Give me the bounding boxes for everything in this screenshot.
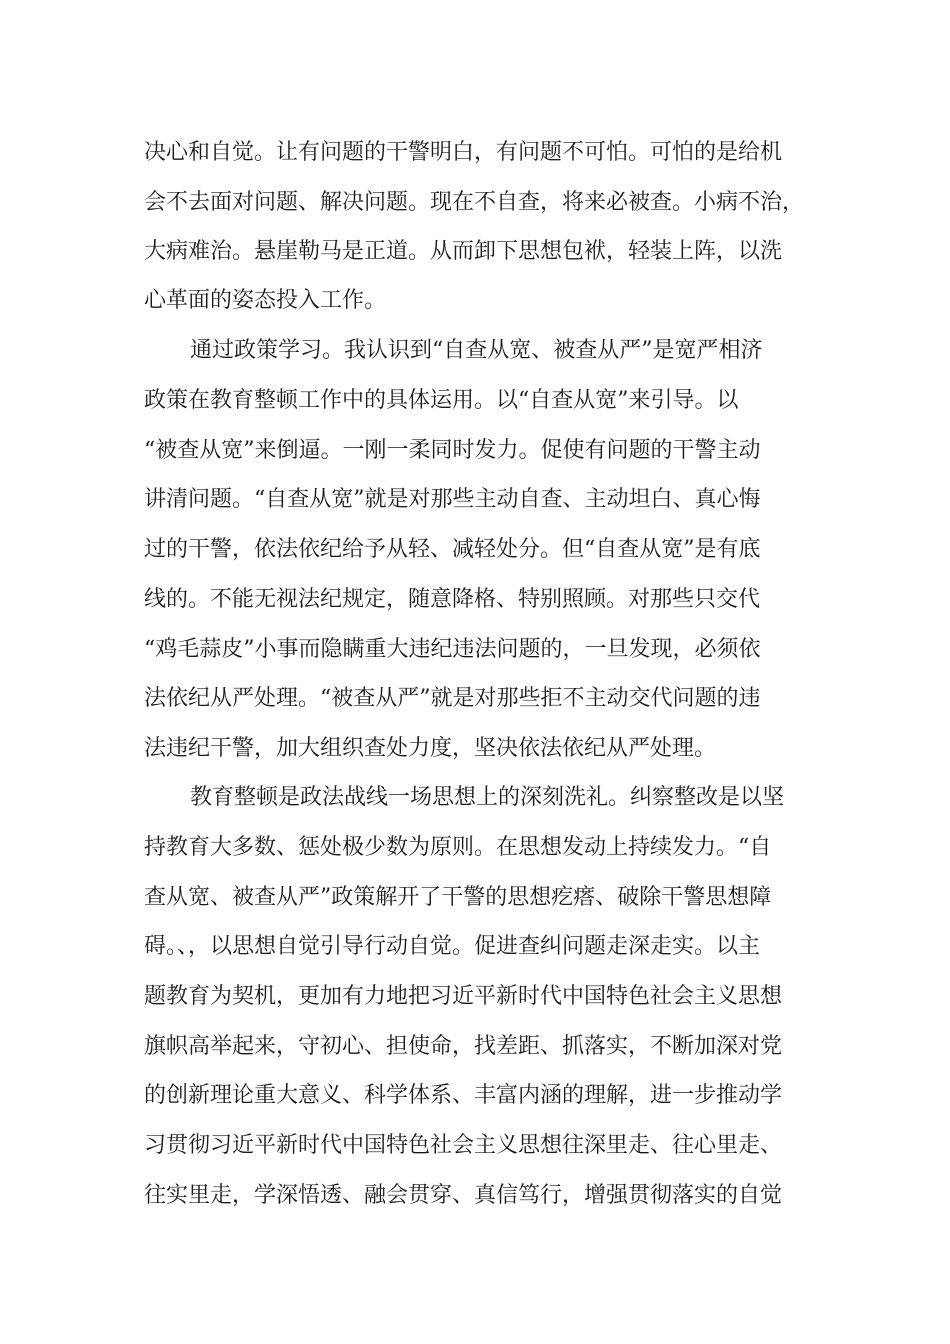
text-line: 习贯彻习近平新时代中国特色社会主义思想往深里走、往心里走、 xyxy=(144,1133,783,1158)
text-line: 过的干警，依法依纪给予从轻、减轻处分。但“自查从宽”是有底 xyxy=(144,537,761,562)
text-line: 讲清问题。“自查从宽”就是对那些主动自查、主动坦白、真心悔 xyxy=(144,487,761,512)
text-line: 法违纪干警，加大组织查处力度，坚决依法依纪从严处理。 xyxy=(144,736,717,761)
text-line: 持教育大多数、惩处极少数为原则。在思想发动上持续发力。“自 xyxy=(144,835,772,860)
text-line: 决心和自觉。让有问题的干警明白，有问题不可怕。可怕的是给机 xyxy=(144,140,783,165)
text-line: 心革面的姿态投入工作。 xyxy=(144,288,387,313)
text-line: 题教育为契机，更加有力地把习近平新时代中国特色社会主义思想 xyxy=(144,984,783,1009)
text-line: 的创新理论重大意义、科学体系、丰富内涵的理解，进一步推动学 xyxy=(144,1083,783,1108)
paragraph-first-line: 教育整顿是政法战线一场思想上的深刻洗礼。纠察整改是以坚 xyxy=(190,785,785,810)
text-line: 查从宽、被查从严”政策解开了干警的思想疙瘩、破除干警思想障 xyxy=(144,885,772,910)
text-line: “被查从宽”来倒逼。一刚一柔同时发力。促使有问题的干警主动 xyxy=(144,438,761,463)
text-line: 线的。不能无视法纪规定，随意降格、特别照顾。对那些只交代 xyxy=(144,587,761,612)
text-line: 旗帜高举起来，守初心、担使命，找差距、抓落实，不断加深对党 xyxy=(144,1034,783,1059)
text-line: 会不去面对问题、解决问题。现在不自查，将来必被查。小病不治， xyxy=(144,190,805,215)
text-line: 大病难治。悬崖勒马是正道。从而卸下思想包袱，轻装上阵，以洗 xyxy=(144,239,783,264)
text-line: “鸡毛蒜皮”小事而隐瞒重大违纪违法问题的，一旦发现，必须依 xyxy=(144,637,761,662)
text-line: 往实里走，学深悟透、融会贯穿、真信笃行，增强贯彻落实的自觉 xyxy=(144,1183,783,1208)
text-line: 法依纪从严处理。“被查从严”就是对那些拒不主动交代问题的违 xyxy=(144,686,761,711)
text-line: 碍。、，以思想自觉引导行动自觉。促进查纠问题走深走实。以主 xyxy=(144,934,761,959)
paragraph-first-line: 通过政策学习。我认识到“自查从宽、被查从严”是宽严相济 xyxy=(190,338,763,363)
text-line: 政策在教育整顿工作中的具体运用。以“自查从宽”来引导。以 xyxy=(144,388,739,413)
